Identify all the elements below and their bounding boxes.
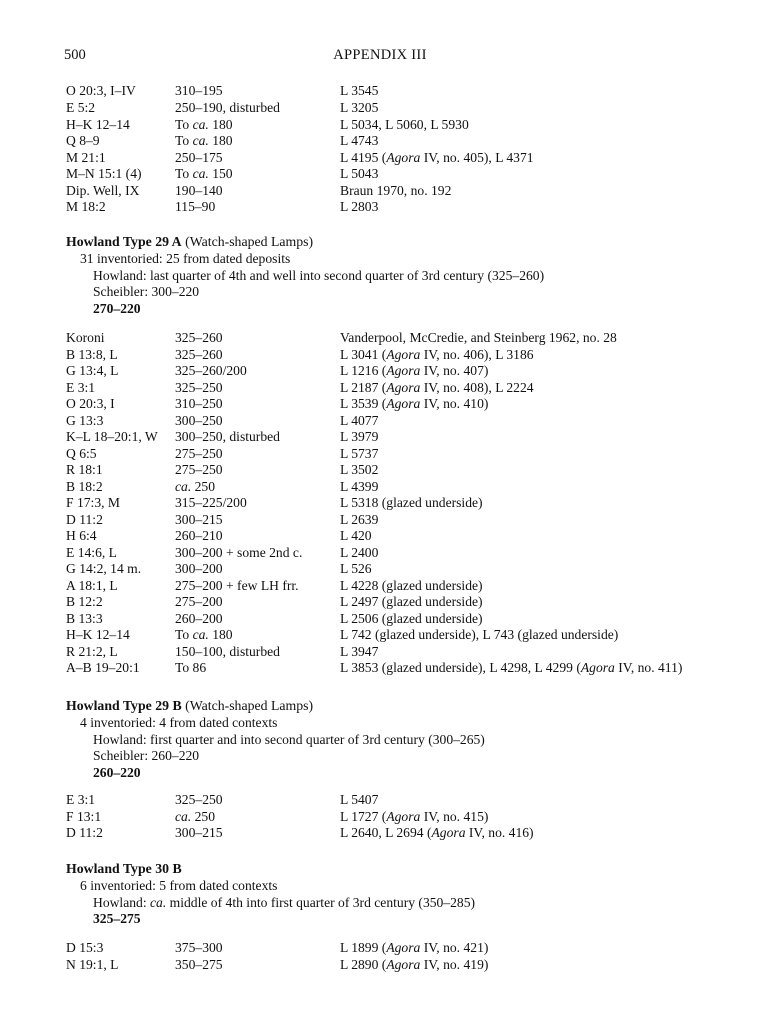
table-row: [0, 99, 760, 116]
section-heading: Howland Type 29 B (Watch-shaped Lamps): [66, 698, 314, 713]
scheibler-date-note: Scheibler: 300–220: [93, 284, 200, 299]
date-cell: To ca. 180: [175, 133, 233, 148]
reference-cell: L 5043: [340, 166, 379, 181]
table-row: [0, 544, 760, 561]
deposit-cell: M 18:2: [66, 199, 106, 214]
deposit-cell: H 6:4: [66, 528, 97, 543]
table-row: [0, 610, 760, 627]
reference-cell: L 2400: [340, 545, 379, 560]
table-row: [0, 379, 760, 396]
table-row: [0, 329, 760, 346]
deposit-cell: R 18:1: [66, 462, 103, 477]
reference-cell: L 1899 (Agora IV, no. 421): [340, 940, 489, 955]
date-cell: 325–260: [175, 347, 223, 362]
date-cell: 300–250, disturbed: [175, 429, 280, 444]
table-row: [0, 939, 760, 956]
table-row: [0, 643, 760, 660]
date-cell: 250–190, disturbed: [175, 100, 280, 115]
date-cell: 315–225/200: [175, 495, 247, 510]
reference-cell: L 3947: [340, 644, 379, 659]
table-row: [0, 82, 760, 99]
deposit-cell: B 12:2: [66, 594, 103, 609]
deposit-cell: G 14:2, 14 m.: [66, 561, 142, 576]
reference-cell: L 4195 (Agora IV, no. 405), L 4371: [340, 150, 534, 165]
reference-cell: L 420: [340, 528, 372, 543]
deposit-cell: H–K 12–14: [66, 627, 130, 642]
howland-date-note: Howland: last quarter of 4th and well into second quarter of 3rd century (325–260): [93, 268, 545, 283]
reference-cell: L 4077: [340, 413, 379, 428]
reference-cell: L 3041 (Agora IV, no. 406), L 3186: [340, 347, 534, 362]
reference-cell: L 5318 (glazed underside): [340, 495, 483, 510]
date-cell: 375–300: [175, 940, 223, 955]
deposit-cell: H–K 12–14: [66, 117, 130, 132]
table-row: [0, 412, 760, 429]
reference-cell: L 3979: [340, 429, 379, 444]
deposit-cell: G 13:3: [66, 413, 104, 428]
reference-cell: L 3502: [340, 462, 379, 477]
deposit-cell: E 3:1: [66, 380, 96, 395]
deposit-cell: E 5:2: [66, 100, 96, 115]
deposit-cell: M 21:1: [66, 150, 106, 165]
reference-cell: L 2639: [340, 512, 379, 527]
deposit-cell: N 19:1, L: [66, 957, 119, 972]
date-cell: 275–250: [175, 446, 223, 461]
table-row: [0, 198, 760, 215]
table-row: [0, 478, 760, 495]
reference-cell: L 4228 (glazed underside): [340, 578, 483, 593]
howland-date-note: Howland: ca. middle of 4th into first quarter of 3rd century (350–285): [93, 895, 476, 910]
page-header: [0, 47, 760, 69]
table-row: [0, 956, 760, 973]
deposit-cell: B 13:8, L: [66, 347, 118, 362]
date-cell: 115–90: [175, 199, 216, 214]
table-row: [0, 362, 760, 379]
table-row: [0, 511, 760, 528]
deposit-cell: R 21:2, L: [66, 644, 118, 659]
date-cell: 350–275: [175, 957, 223, 972]
inventoried-note: 4 inventoried: 4 from dated contexts: [80, 715, 278, 730]
reference-cell: L 1216 (Agora IV, no. 407): [340, 363, 489, 378]
deposit-cell: A 18:1, L: [66, 578, 118, 593]
reference-cell: L 5407: [340, 792, 379, 807]
page-number: 500: [64, 47, 86, 63]
reference-cell: Vanderpool, McCredie, and Steinberg 1962, no. 28: [340, 330, 617, 345]
deposit-cell: F 13:1: [66, 809, 102, 824]
deposit-cell: Dip. Well, IX: [66, 183, 140, 198]
table-row: [0, 593, 760, 610]
reference-cell: L 2187 (Agora IV, no. 408), L 2224: [340, 380, 534, 395]
reference-cell: Braun 1970, no. 192: [340, 183, 452, 198]
table-row: [0, 560, 760, 577]
reference-cell: L 2497 (glazed underside): [340, 594, 483, 609]
date-cell: 260–210: [175, 528, 223, 543]
date-cell: 250–175: [175, 150, 223, 165]
reference-cell: L 3539 (Agora IV, no. 410): [340, 396, 489, 411]
deposit-cell: M–N 15:1 (4): [66, 166, 142, 181]
deposit-cell: B 18:2: [66, 479, 103, 494]
reference-cell: L 5737: [340, 446, 379, 461]
reference-cell: L 742 (glazed underside), L 743 (glazed underside): [340, 627, 619, 642]
table-row: [0, 165, 760, 182]
date-cell: 325–250: [175, 380, 223, 395]
table-row: [0, 791, 760, 808]
deposit-cell: E 3:1: [66, 792, 96, 807]
date-cell: ca. 250: [175, 809, 216, 824]
date-cell: 300–215: [175, 825, 223, 840]
deposit-cell: D 11:2: [66, 825, 103, 840]
deposit-cell: O 20:3, I–IV: [66, 83, 136, 98]
reference-cell: L 4743: [340, 133, 379, 148]
deposit-cell: B 13:3: [66, 611, 103, 626]
reference-cell: L 4399: [340, 479, 379, 494]
reference-cell: L 5034, L 5060, L 5930: [340, 117, 469, 132]
date-cell: 325–260: [175, 330, 223, 345]
section-heading: Howland Type 30 B: [66, 861, 182, 876]
date-cell: 325–250: [175, 792, 223, 807]
table-row: [0, 445, 760, 462]
scheibler-date-note: Scheibler: 260–220: [93, 748, 200, 763]
inventoried-note: 31 inventoried: 25 from dated deposits: [80, 251, 291, 266]
deposit-cell: K–L 18–20:1, W: [66, 429, 158, 444]
deposit-cell: A–B 19–20:1: [66, 660, 140, 675]
table-row: [0, 149, 760, 166]
date-cell: 190–140: [175, 183, 223, 198]
date-range: 260–220: [93, 765, 141, 780]
table-row: [0, 395, 760, 412]
reference-cell: L 2640, L 2694 (Agora IV, no. 416): [340, 825, 534, 840]
reference-cell: L 2803: [340, 199, 379, 214]
date-cell: 275–250: [175, 462, 223, 477]
deposit-cell: Koroni: [66, 330, 105, 345]
deposit-cell: F 17:3, M: [66, 495, 121, 510]
reference-cell: L 2506 (glazed underside): [340, 611, 483, 626]
table-row: [0, 808, 760, 825]
table-row: [0, 527, 760, 544]
deposit-cell: Q 6:5: [66, 446, 97, 461]
deposit-cell: Q 8–9: [66, 133, 100, 148]
section-heading: Howland Type 29 A (Watch-shaped Lamps): [66, 234, 314, 249]
table-row: [0, 659, 760, 676]
table-row: [0, 461, 760, 478]
reference-cell: L 526: [340, 561, 372, 576]
date-cell: 260–200: [175, 611, 223, 626]
reference-cell: L 3545: [340, 83, 379, 98]
reference-cell: L 3205: [340, 100, 379, 115]
date-range: 325–275: [93, 911, 141, 926]
deposit-cell: G 13:4, L: [66, 363, 119, 378]
reference-cell: L 1727 (Agora IV, no. 415): [340, 809, 489, 824]
table-row: [0, 346, 760, 363]
date-cell: 300–215: [175, 512, 223, 527]
deposit-cell: E 14:6, L: [66, 545, 117, 560]
table-row: [0, 116, 760, 133]
table-row: [0, 182, 760, 199]
table-row: [0, 494, 760, 511]
table-row: [0, 132, 760, 149]
date-cell: 150–100, disturbed: [175, 644, 280, 659]
date-cell: 310–250: [175, 396, 223, 411]
howland-date-note: Howland: first quarter and into second quarter of 3rd century (300–265): [93, 732, 485, 747]
table-row: [0, 428, 760, 445]
date-cell: 325–260/200: [175, 363, 247, 378]
table-row: [0, 824, 760, 841]
date-cell: 300–200 + some 2nd c.: [175, 545, 303, 560]
date-cell: To ca. 180: [175, 627, 233, 642]
date-cell: ca. 250: [175, 479, 216, 494]
deposit-cell: D 15:3: [66, 940, 104, 955]
date-cell: 300–200: [175, 561, 223, 576]
date-cell: To ca. 180: [175, 117, 233, 132]
date-cell: To ca. 150: [175, 166, 233, 181]
reference-cell: L 2890 (Agora IV, no. 419): [340, 957, 489, 972]
date-cell: 300–250: [175, 413, 223, 428]
deposit-cell: O 20:3, I: [66, 396, 115, 411]
date-cell: To 86: [175, 660, 207, 675]
table-row: [0, 626, 760, 643]
running-head: APPENDIX III: [333, 47, 427, 63]
table-row: [0, 577, 760, 594]
deposit-cell: D 11:2: [66, 512, 103, 527]
date-cell: 275–200: [175, 594, 223, 609]
reference-cell: L 3853 (glazed underside), L 4298, L 4299 (Agora IV, no. 411): [340, 660, 683, 675]
date-range: 270–220: [93, 301, 141, 316]
inventoried-note: 6 inventoried: 5 from dated contexts: [80, 878, 278, 893]
date-cell: 275–200 + few LH frr.: [175, 578, 299, 593]
date-cell: 310–195: [175, 83, 223, 98]
